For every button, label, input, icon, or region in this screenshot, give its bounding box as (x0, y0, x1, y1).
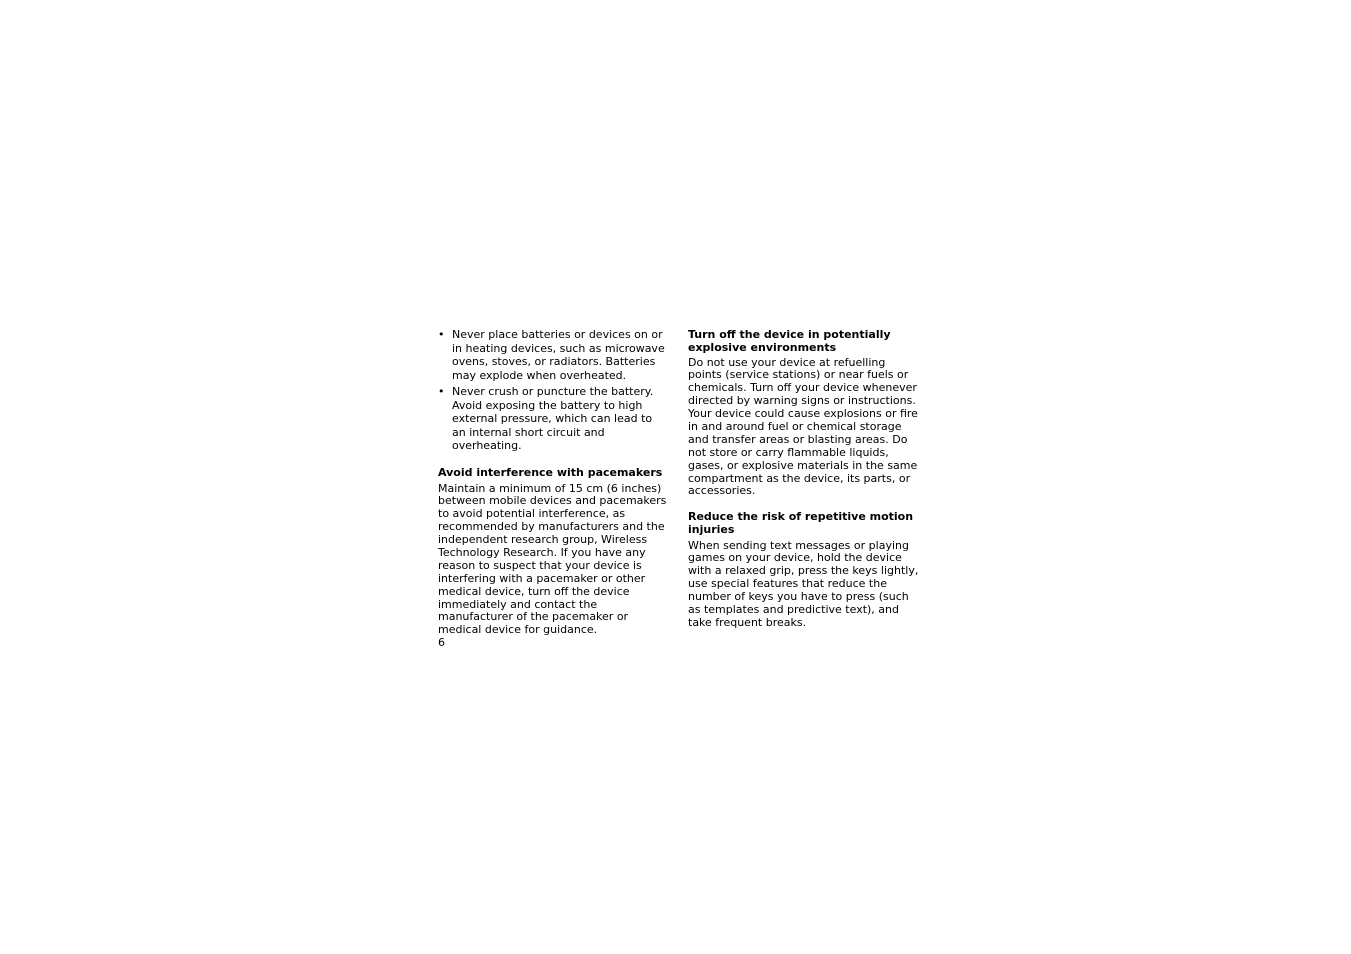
text-line: games on your device, hold the device (688, 551, 902, 565)
text-line: Turn off the device in potentially (688, 328, 891, 341)
section-body-pacemakers (438, 483, 666, 638)
text-line: take frequent breaks. (688, 615, 807, 629)
text-line: external pressure, which can lead to (452, 412, 653, 426)
text-line: ovens, stoves, or radiators. Batteries (452, 355, 656, 369)
text-line: Avoid interference with pacemakers (438, 466, 663, 479)
text-line: recommended by manufacturers and the (438, 520, 665, 534)
text-line: injuries (688, 522, 735, 536)
text-line: in and around fuel or chemical storage (688, 419, 902, 433)
section-heading-repetitive-motion (688, 511, 913, 536)
text-line: Reduce the risk of repetitive motion (688, 510, 914, 523)
text-line: chemicals. Turn off your device whenever (688, 381, 917, 395)
text-line: Maintain a minimum of 15 cm (6 inches) (438, 481, 662, 495)
section-body-explosive (688, 357, 918, 499)
text-line: and transfer areas or blasting areas. Do (688, 432, 908, 446)
text-line: Technology Research. If you have any (438, 545, 646, 559)
text-line: explosive environments (688, 340, 837, 354)
text-line: directed by warning signs or instructions. (688, 394, 916, 408)
text-line: interfering with a pacemaker or other (438, 571, 646, 585)
text-line: an internal short circuit and (452, 425, 605, 439)
text-line: immediately and contact the (438, 597, 598, 611)
text-line: Never crush or puncture the battery. (452, 385, 654, 398)
bullet-item (438, 385, 654, 453)
text-line: medical device, turn off the device (438, 584, 630, 598)
text-line: gases, or explosive materials in the same (688, 458, 918, 472)
text-line: manufacturer of the pacemaker or (438, 610, 629, 624)
text-line: in heating devices, such as microwave (452, 341, 665, 355)
text-line: points (service stations) or near fuels or (688, 368, 909, 382)
text-line: use special features that reduce the (688, 577, 887, 591)
text-line: may explode when overheated. (452, 368, 627, 382)
text-line: Avoid exposing the battery to high (452, 398, 643, 412)
text-line: with a relaxed grip, press the keys lightly, (688, 564, 919, 578)
bullet-item (438, 328, 665, 382)
text-line: Never place batteries or devices on or (452, 328, 663, 341)
text-line: compartment as the device, its parts, or (688, 471, 911, 485)
section-heading-pacemakers (438, 467, 662, 480)
text-line: number of keys you have to press (such (688, 590, 909, 604)
text-line: When sending text messages or playing (688, 538, 909, 552)
text-line: Do not use your device at refuelling (688, 355, 886, 369)
text-line: not store or carry flammable liquids, (688, 445, 889, 459)
text-line: independent research group, Wireless (438, 533, 648, 547)
text-line: to avoid potential interference, as (438, 507, 626, 521)
text-line: accessories. (688, 484, 756, 498)
text-line: medical device for guidance. (438, 623, 598, 637)
section-body-repetitive-motion (688, 540, 918, 630)
text-line: Your device could cause explosions or fire (688, 407, 918, 421)
bullet-icon: • (438, 328, 445, 341)
section-heading-explosive (688, 329, 891, 354)
text-line: between mobile devices and pacemakers (438, 494, 667, 508)
bullet-icon: • (438, 385, 445, 398)
text-line: as templates and predictive text), and (688, 602, 899, 616)
text-line: overheating. (452, 439, 522, 453)
text-line: reason to suspect that your device is (438, 558, 642, 572)
page-number: 6 (438, 635, 445, 649)
